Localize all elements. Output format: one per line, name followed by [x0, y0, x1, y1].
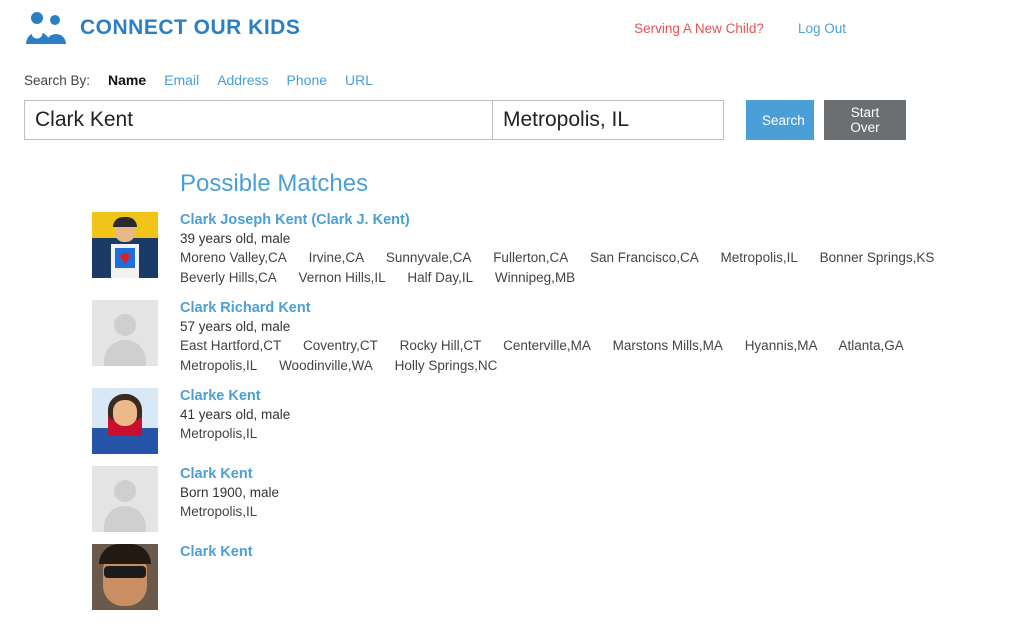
location-chip: Coventry,CT — [303, 338, 378, 353]
search-by-label: Search By: — [24, 73, 91, 88]
tab-phone[interactable]: Phone — [286, 72, 328, 88]
logo[interactable] — [24, 11, 300, 45]
list-item[interactable] — [180, 212, 1030, 288]
result-meta: 41 years old, male — [180, 407, 291, 422]
tab-email[interactable]: Email — [164, 72, 200, 88]
log-out-link[interactable]: Log Out — [797, 20, 846, 36]
result-name-link[interactable]: Clark Richard Kent — [180, 300, 311, 316]
page-title: Possible Matches — [180, 170, 369, 197]
location-chip: Vernon Hills,IL — [298, 270, 386, 285]
result-locations — [180, 424, 970, 444]
list-item[interactable] — [180, 466, 1030, 532]
location-chip: Hyannis,MA — [744, 338, 818, 353]
location-chip: Bonner Springs,KS — [819, 250, 935, 265]
location-chip: East Hartford,CT — [180, 338, 282, 353]
search-input-row — [0, 88, 1030, 140]
result-name-link[interactable]: Clark Kent — [180, 544, 253, 560]
location-chip: Metropolis,IL — [180, 504, 258, 519]
result-meta: Born 1900, male — [180, 485, 280, 500]
result-name-link[interactable]: Clark Joseph Kent (Clark J. Kent) — [180, 212, 410, 228]
result-locations — [180, 336, 970, 376]
location-chip: Marstons Mills,MA — [612, 338, 723, 353]
location-chip: Holly Springs,NC — [394, 358, 498, 373]
result-locations — [180, 248, 970, 288]
result-locations — [180, 502, 970, 522]
avatar-placeholder — [92, 466, 158, 532]
location-search-input[interactable] — [492, 100, 724, 140]
location-chip: Metropolis,IL — [180, 358, 258, 373]
result-name-link[interactable]: Clarke Kent — [180, 388, 261, 404]
tab-url[interactable]: URL — [345, 72, 374, 88]
location-chip: Beverly Hills,CA — [180, 270, 277, 285]
list-item[interactable] — [180, 300, 1030, 376]
location-chip: Rocky Hill,CT — [399, 338, 482, 353]
location-chip: Fullerton,CA — [493, 250, 569, 265]
list-item[interactable] — [180, 388, 1030, 454]
search-by-row — [0, 56, 1030, 88]
results-panel — [0, 140, 1030, 610]
result-meta: 39 years old, male — [180, 231, 291, 246]
location-chip: Atlanta,GA — [838, 338, 904, 353]
serving-a-new-child-link[interactable]: Serving A New Child? — [634, 20, 764, 36]
location-chip: Sunnyvale,CA — [385, 250, 472, 265]
tab-address[interactable]: Address — [217, 72, 269, 88]
people-connect-icon — [24, 11, 70, 45]
avatar-placeholder — [92, 300, 158, 366]
list-item[interactable] — [180, 544, 1030, 610]
location-chip: Centerville,MA — [503, 338, 591, 353]
tab-name[interactable]: Name — [108, 72, 147, 88]
header-links — [634, 21, 1006, 36]
app-header — [0, 0, 1030, 56]
location-chip: Moreno Valley,CA — [180, 250, 287, 265]
superman-photo — [92, 212, 158, 278]
location-chip: Irvine,CA — [308, 250, 365, 265]
location-chip: San Francisco,CA — [589, 250, 699, 265]
location-chip: Metropolis,IL — [720, 250, 798, 265]
location-chip: Metropolis,IL — [180, 426, 258, 441]
location-chip: Winnipeg,MB — [494, 270, 576, 285]
search-button[interactable]: Search — [746, 100, 814, 140]
location-chip: Half Day,IL — [407, 270, 474, 285]
sunglasses-photo — [92, 544, 158, 610]
result-meta: 57 years old, male — [180, 319, 291, 334]
wonder-woman-photo — [92, 388, 158, 454]
location-chip: Woodinville,WA — [279, 358, 373, 373]
result-name-link[interactable]: Clark Kent — [180, 466, 253, 482]
logo-text: CONNECT OUR KIDS — [80, 16, 301, 39]
start-over-button[interactable]: Start Over — [824, 100, 906, 140]
name-search-input[interactable] — [24, 100, 492, 140]
